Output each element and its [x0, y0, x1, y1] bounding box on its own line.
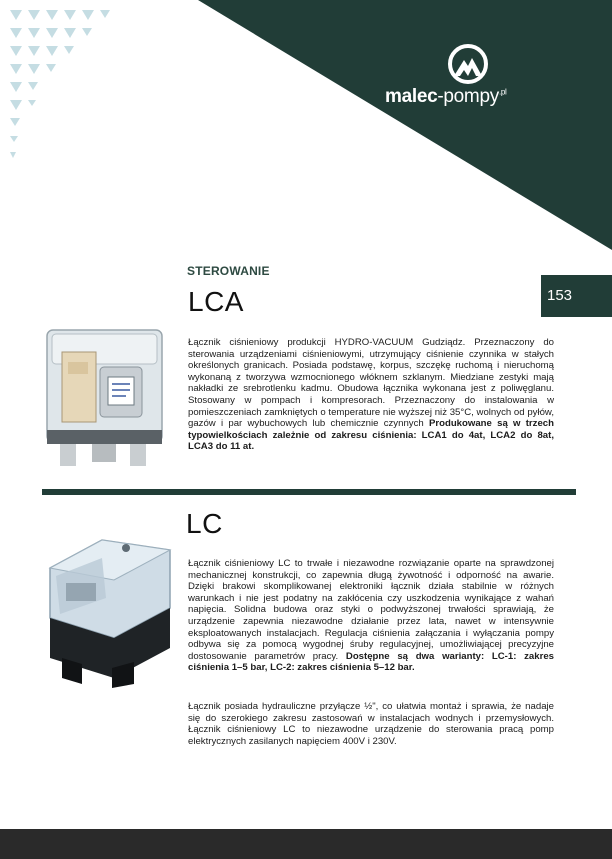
- product-title-lc: LC: [186, 508, 223, 539]
- section-divider: [42, 489, 576, 495]
- brand-name-light: -pompy: [437, 86, 499, 107]
- brand-tld: .pl: [498, 87, 507, 97]
- brand-name-bold: malec: [385, 86, 438, 107]
- lca-description: [188, 337, 554, 453]
- header-decoration: [0, 0, 612, 250]
- brand-wordmark[interactable]: [385, 86, 575, 108]
- page-number-tab: 153: [541, 275, 612, 317]
- mountain-logo-icon: [446, 42, 490, 86]
- footer-band: [0, 829, 612, 859]
- lca-pressure-switch-image: [42, 322, 167, 474]
- lc-description-text: Łącznik ciśnieniowy LC to trwałe i niezawodne rozwiązanie oparte na sprawdzonej mechanicznej konstrukcji, co zapewnia długą żywotność i odporność na awarie. Dzięki brakowi skomplikowanej elektroniki łącznik działa stabilnie w różnych warunkach i nie jest podatny na zakłócenia czy uszkodzenia wynikające z wahań napięcia. Solidna budowa oraz styki o podwyższonej trwałości sprawiają, że urządzenie zapewnia niezawodne działanie przez lata, nawet w intensywnie eksploatowanych instalacjach. Regulacja ciśnienia załączania i wyłączania pompy odbywa się za pomocą wygodnej śruby regulacyjnej, umożliwiającej precyzyjne dostosowanie parametrów pracy.: [188, 558, 554, 662]
- triangle-pattern: [10, 10, 110, 158]
- lca-description-text: Łącznik ciśnieniowy produkcji HYDRO-VACUUM Gudziądz. Przeznaczony do sterowania urządzeniami ciśnieniowymi, utrzymujący ciśnienie czynnika w stałych określonych granicach. Posiada podstawę, korpus, szczękę ruchomą i nieruchomą wykonaną z tworzywa wzmocnionego włóknem szklanym. Miedziane zestyki mają nakładki ze srebrotlenku kadmu. Obudowa łącznika wykonana jest z poliwęglanu. Stosowany w pompach i kompresorach. Przeznaczony do instalowania w pomieszczeniach zamkniętych o temperature nie wyższej niż 35°C, wolnych od pyłów, gazów i par wybuchowych lub chemicznie czynnych: [188, 337, 554, 430]
- lc-description-bold: Dostępne są dwa warianty: LC-1: zakres ciśnienia 1–5 bar, LC-2: zakres ciśnienia 5–12 bar.: [188, 650, 554, 674]
- header-dark-band: [198, 0, 612, 250]
- lca-description-bold: Produkowane są w trzech typowielkościach zależnie od zakresu ciśnienia: LCA1 do 4at, LCA2 do 8at, LCA3 do 11 at.: [188, 418, 554, 453]
- category-heading: STEROWANIE: [187, 264, 270, 278]
- lc-description-2: Łącznik posiada hydrauliczne przyłącze ½", co ułatwia montaż i sprawia, że nadaje się do szerokiego zakresu zastosowań w instalacjach wodnych i przemysłowych. Łącznik ciśnieniowy LC to niezawodne urządzenie do sterowania pracą pomp elektrycznych zasilanych napięciem 400V i 230V.: [188, 701, 554, 747]
- lc-description: [188, 558, 554, 674]
- product-title-lca: LCA: [188, 286, 244, 317]
- lc-pressure-switch-image: [42, 528, 177, 688]
